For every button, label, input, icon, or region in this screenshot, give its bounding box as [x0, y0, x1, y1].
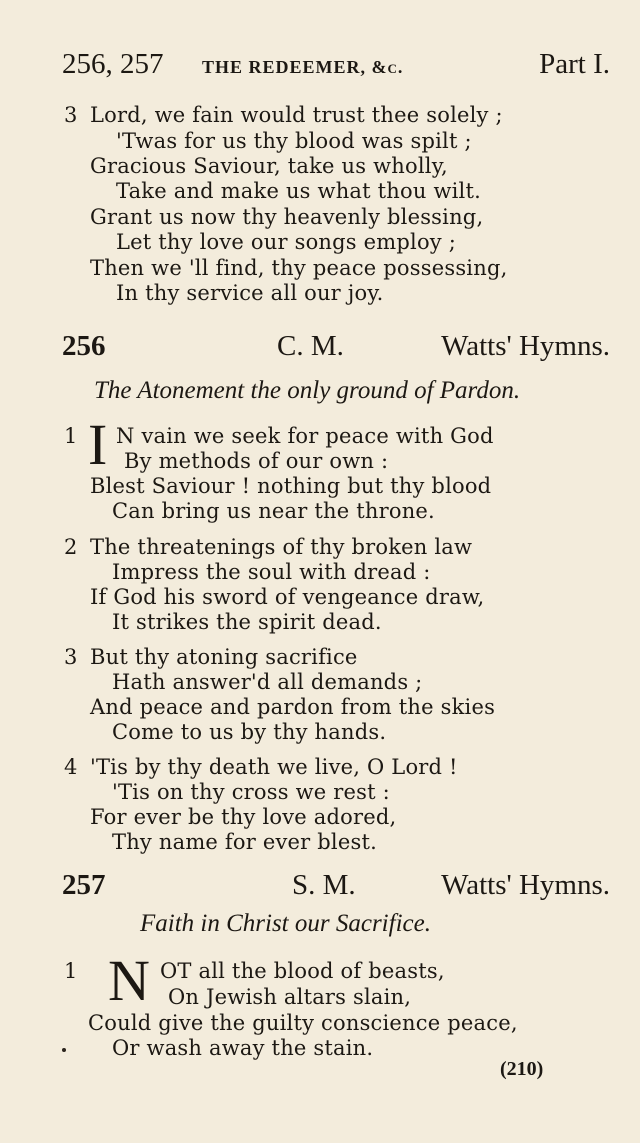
stanza-number: 3: [64, 645, 78, 669]
verse-line: Come to us by thy hands.: [112, 720, 387, 744]
verse-line: On Jewish altars slain,: [168, 985, 412, 1009]
verse-line: And peace and pardon from the skies: [90, 695, 496, 719]
hymn-source: Watts' Hymns.: [441, 330, 610, 362]
verse-line: Then we 'll find, thy peace possessing,: [90, 256, 508, 280]
page-number: (210): [500, 1058, 544, 1080]
verse-line: Could give the guilty conscience peace,: [88, 1011, 518, 1035]
hymn-meter: C. M.: [277, 330, 344, 362]
verse-line: Impress the soul with dread :: [112, 560, 431, 584]
hymn-heading: [62, 330, 610, 366]
verse-line: Gracious Saviour, take us wholly,: [90, 154, 448, 178]
verse-line: Hath answer'd all demands ;: [112, 670, 423, 694]
ink-speck: [62, 1048, 66, 1052]
stanza-number: 3: [64, 103, 78, 127]
verse-line: It strikes the spirit dead.: [112, 610, 382, 634]
stanza-number: 1: [64, 959, 78, 983]
verse-line: Grant us now thy heavenly blessing,: [90, 205, 484, 229]
hymn-number: 256: [62, 330, 106, 362]
stanza-number: 4: [64, 755, 78, 779]
verse-line: By methods of our own :: [124, 449, 389, 473]
verse-line: But thy atoning sacrifice: [90, 645, 358, 669]
verse-line: Lord, we fain would trust thee solely ;: [90, 103, 503, 127]
verse-line: In thy service all our joy.: [116, 281, 384, 305]
verse-line: Blest Saviour ! nothing but thy blood: [90, 474, 492, 498]
verse-line: Let thy love our songs employ ;: [116, 230, 456, 254]
header-title: THE REDEEMER, &c.: [202, 57, 404, 77]
header-part: Part I.: [539, 48, 610, 80]
stanza-number: 2: [64, 535, 78, 559]
verse-line: N vain we seek for peace with God: [116, 424, 494, 448]
verse-line: 'Tis by thy death we live, O Lord !: [90, 755, 458, 779]
verse-line: 'Twas for us thy blood was spilt ;: [116, 129, 472, 153]
verse-line: OT all the blood of beasts,: [160, 959, 445, 983]
verse-line: If God his sword of vengeance draw,: [90, 585, 485, 609]
drop-cap: I: [88, 412, 108, 477]
hymn-heading: [62, 869, 610, 905]
verse-line: 'Tis on thy cross we rest :: [112, 780, 390, 804]
verse-line: Can bring us near the throne.: [112, 499, 435, 523]
verse-line: For ever be thy love adored,: [90, 805, 397, 829]
verse-line: Take and make us what thou wilt.: [116, 179, 481, 203]
hymn-subtitle: Faith in Christ our Sacrifice.: [140, 910, 431, 937]
verse-line: The threatenings of thy broken law: [90, 535, 473, 559]
verse-line: Thy name for ever blest.: [112, 830, 377, 854]
hymn-number: 257: [62, 869, 106, 901]
stanza-number: 1: [64, 424, 78, 448]
verse-line: Or wash away the stain.: [112, 1036, 374, 1060]
hymn-meter: S. M.: [292, 869, 356, 901]
header-hymn-numbers: 256, 257: [62, 48, 164, 80]
drop-cap: N: [108, 948, 150, 1013]
running-header: [62, 48, 610, 88]
hymn-subtitle: The Atonement the only ground of Pardon.: [94, 377, 521, 404]
hymn-source: Watts' Hymns.: [441, 869, 610, 901]
